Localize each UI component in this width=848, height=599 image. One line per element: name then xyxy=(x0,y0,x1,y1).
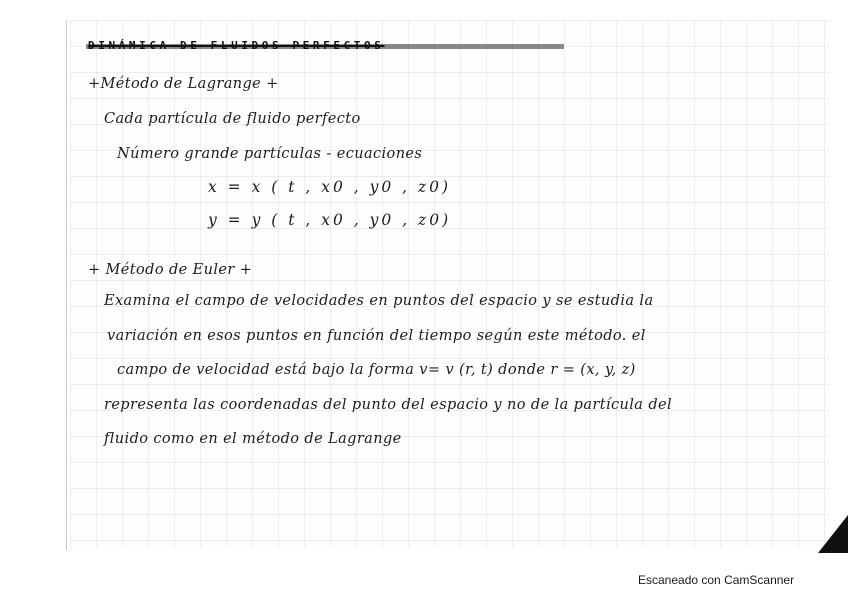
equation-y: y = y ( t , x0 , y0 , z0) xyxy=(208,211,452,229)
lagrange-line-1: Cada partícula de fluido perfecto xyxy=(104,111,361,127)
euler-line-3: campo de velocidad está bajo la forma v= v (r, t) donde r = (x, y, z) xyxy=(117,362,636,378)
lagrange-line-2: Número grande partículas - ecuaciones xyxy=(117,146,423,162)
equation-x: x = x ( t , x0 , y0 , z0) xyxy=(208,178,452,196)
camscanner-watermark: Escaneado con CamScanner xyxy=(638,573,795,587)
euler-line-4: representa las coordenadas del punto del espacio y no de la partícula del xyxy=(104,397,673,413)
lagrange-heading: +Método de Lagrange + xyxy=(88,76,279,92)
notebook-page xyxy=(70,20,830,548)
euler-heading: + Método de Euler + xyxy=(88,262,253,278)
euler-line-5: fluido como en el método de Lagrange xyxy=(104,431,402,447)
euler-line-2: variación en esos puntos en función del tiempo según este método. el xyxy=(107,328,646,344)
scan-corner-mark xyxy=(818,515,848,553)
page-title: DINÁMICA DE FLUIDOS PERFECTOS xyxy=(88,39,385,52)
euler-line-1: Examina el campo de velocidades en puntos del espacio y se estudia la xyxy=(104,293,654,309)
margin-line xyxy=(66,20,67,550)
